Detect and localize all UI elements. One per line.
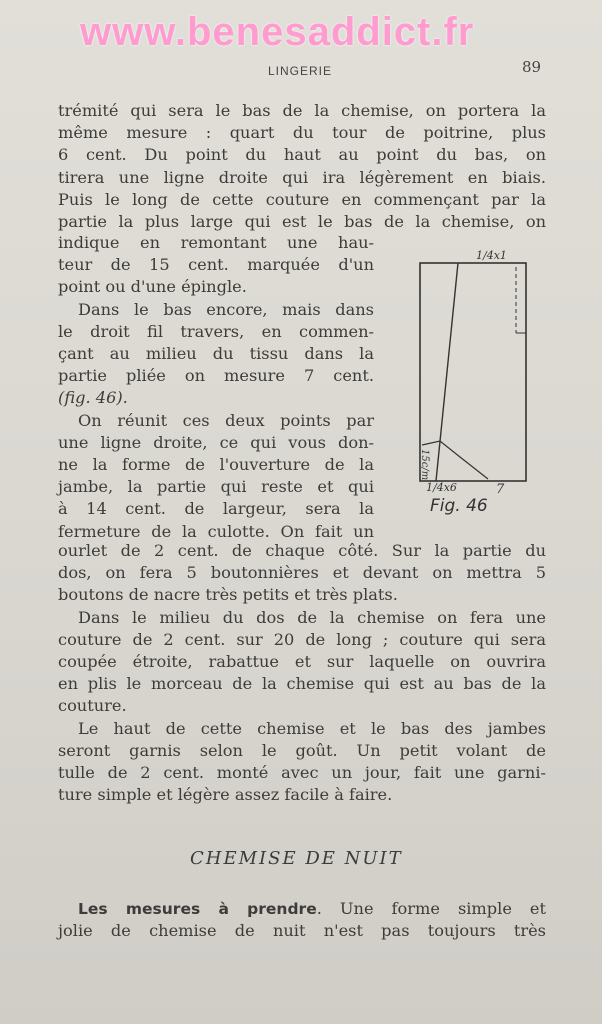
figure-caption: Fig. 46 — [430, 496, 488, 516]
text-line: fermeture de la culotte. On fait un — [58, 521, 374, 541]
text-line: jambe, la partie qui reste et qui — [58, 477, 374, 497]
text-line: trémité qui sera le bas de la chemise, on portera la — [58, 101, 546, 120]
text-line: Dans le bas encore, mais dans — [78, 299, 374, 319]
top-label: 1/4x1 — [476, 249, 507, 262]
text-line: ne la forme de l'ouverture de la — [58, 455, 374, 475]
text-line: ture simple et légère assez facile à faire. — [58, 785, 393, 805]
paragraph-block-4 — [58, 898, 546, 942]
text-line: çant au milieu du tissu dans la — [58, 344, 374, 364]
text-line: coupée étroite, rabattue et sur laquelle on ouvrira — [58, 652, 546, 672]
running-head: LINGERIE — [268, 64, 333, 78]
text-line: 6 cent. Du point du haut au point du bas, on — [58, 145, 546, 165]
text-line: teur de 15 cent. marquée d'un — [58, 255, 374, 275]
text-line: dos, on fera 5 boutonnières et devant on mettra 5 — [58, 563, 546, 583]
side-label: 15c/m — [419, 449, 430, 481]
text-line: en plis le morceau de la chemise qui est au bas de la — [58, 674, 546, 694]
text-line — [58, 898, 546, 920]
paragraph-block-3 — [58, 540, 546, 806]
page-number: 89 — [522, 58, 542, 76]
text-line: couture. — [58, 696, 127, 716]
text-line: le droit fil travers, en commen- — [58, 321, 374, 341]
text-line: une ligne droite, ce qui vous don- — [58, 432, 374, 452]
text-line: seront garnis selon le goût. Un petit volant de — [58, 740, 546, 760]
text-line: tirera une ligne droite qui ira légèrement en biais. — [58, 167, 546, 187]
text-line: On réunit ces deux points par — [78, 410, 374, 430]
cut-line — [436, 263, 458, 481]
text-line: Le haut de cette chemise et le bas des jambes — [78, 718, 546, 738]
lead-phrase: Les mesures à prendre — [78, 900, 317, 918]
text-line: point ou d'une épingle. — [58, 277, 247, 297]
pattern-outline — [420, 263, 526, 481]
text-line: tulle de 2 cent. monté avec un jour, fait une garni- — [58, 763, 546, 783]
text-line: boutons de nacre très petits et très plats. — [58, 585, 398, 605]
text-line: (fig. 46). — [58, 388, 128, 408]
paragraph-block-1 — [58, 100, 546, 233]
bottom-label: 1/4x6 — [426, 481, 457, 494]
leg-curve — [422, 441, 488, 479]
text-line: indique en remontant une hau- — [58, 233, 374, 252]
text-line: Dans le milieu du dos de la chemise on fera une — [78, 607, 546, 627]
text-line: couture de 2 cent. sur 20 de long ; couture qui sera — [58, 629, 546, 649]
section-heading: CHEMISE DE NUIT — [190, 848, 403, 869]
text-line: partie pliée on mesure 7 cent. — [58, 366, 374, 386]
text-run: . Une forme simple et — [316, 899, 547, 918]
paragraph-block-2 — [58, 232, 374, 543]
text-line: ourlet de 2 cent. de chaque côté. Sur la partie du — [58, 541, 546, 560]
bottom-right-label: 7 — [496, 482, 505, 497]
watermark: www.benesaddict.fr — [80, 10, 475, 54]
text-line: partie la plus large qui est le bas de la chemise, on — [58, 212, 546, 232]
text-line: même mesure : quart du tour de poitrine, plus — [58, 123, 546, 143]
figure-46-diagram — [400, 245, 550, 525]
text-line: à 14 cent. de largeur, sera la — [58, 499, 374, 519]
text-line: Puis le long de cette couture en commençant par la — [58, 189, 546, 209]
text-line: jolie de chemise de nuit n'est pas toujours très — [58, 921, 546, 941]
